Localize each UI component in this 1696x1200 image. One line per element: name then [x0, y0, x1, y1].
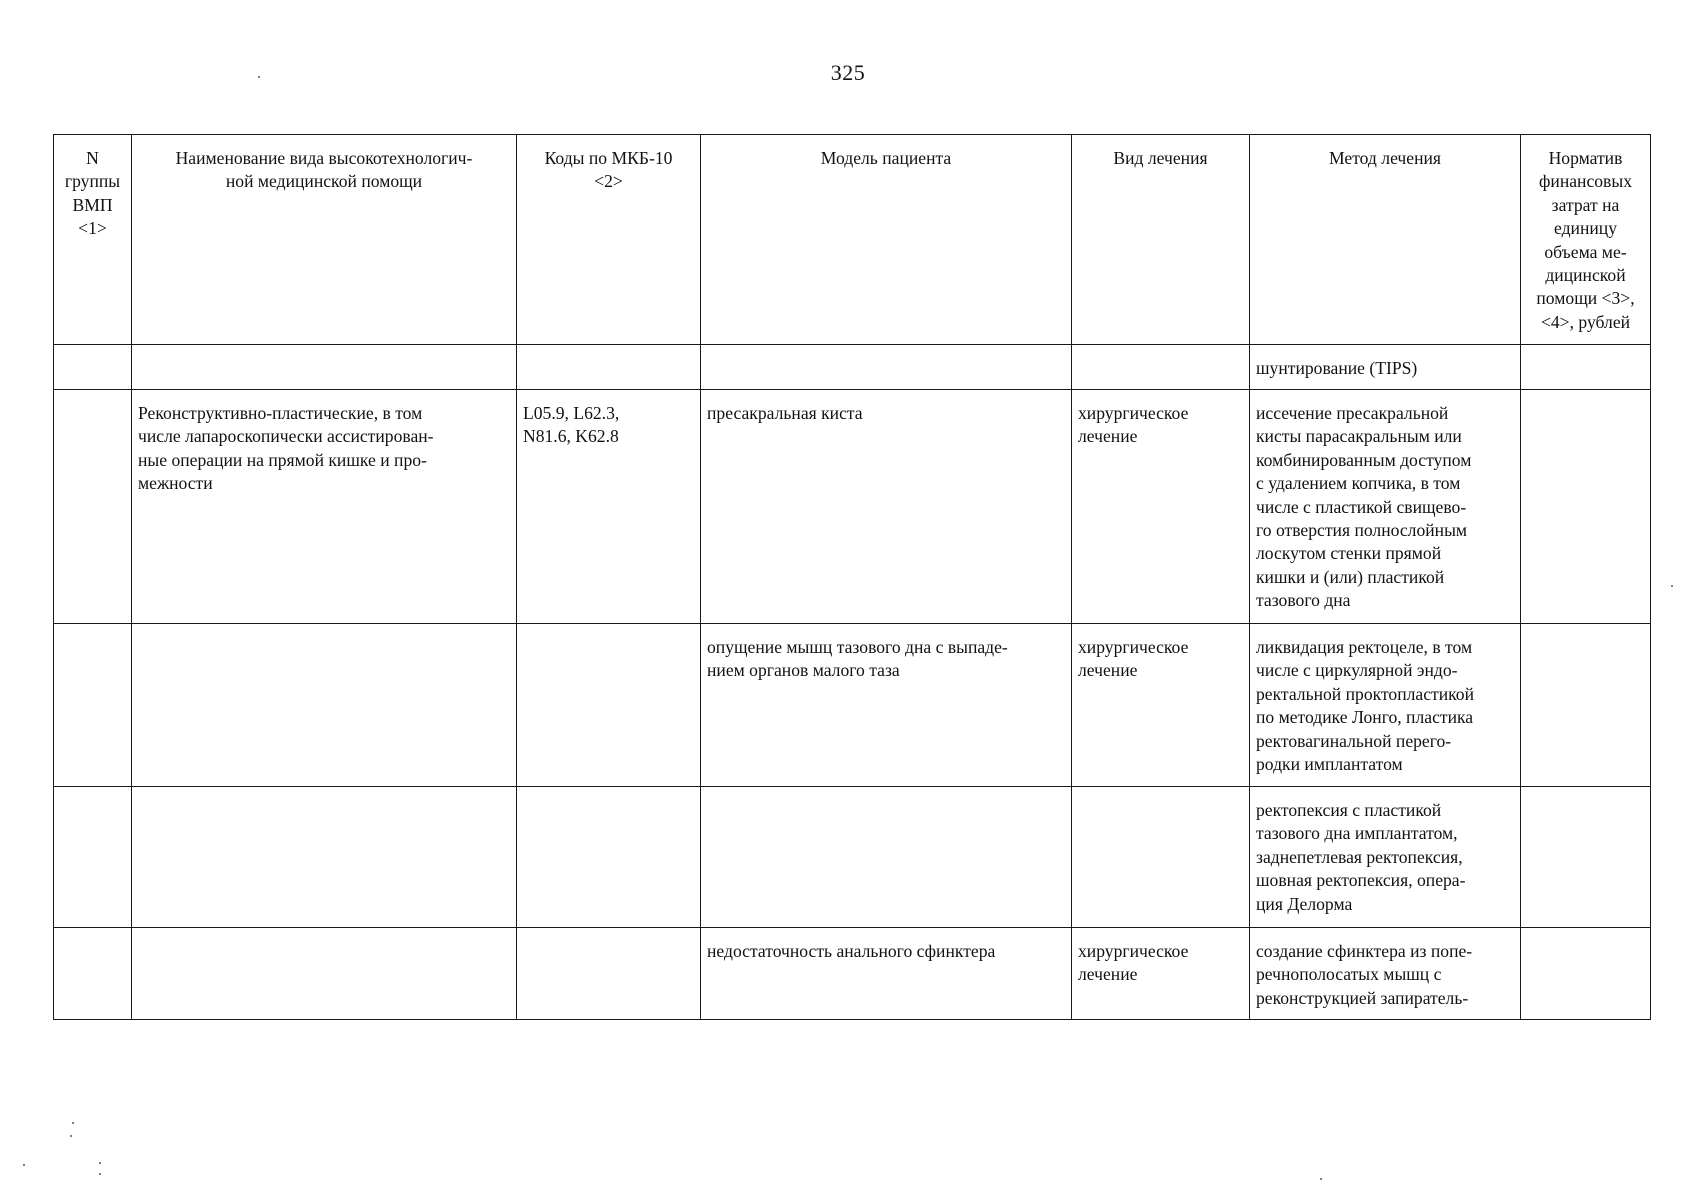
cell-icd10-codes: L05.9, L62.3, N81.6, K62.8: [517, 390, 701, 624]
header-patient-model: Модель пациента: [701, 135, 1072, 345]
table-row: [54, 624, 1651, 787]
scan-speck: [70, 1135, 72, 1137]
header-cost-norm: Норматив финансовых затрат на единицу объема ме- дицинской помощи <3>, <4>, рублей: [1521, 135, 1651, 345]
cell-care-type-name: [132, 345, 517, 390]
page-number: 325: [830, 60, 866, 85]
cell-treatment-type: хирургическое лечение: [1072, 390, 1250, 624]
scan-speck: [1671, 585, 1673, 587]
cell-treatment-method: создание сфинктера из попе- речнополосатых мышц с реконструкцией запиратель-: [1250, 928, 1521, 1020]
table-row: [54, 928, 1651, 1020]
header-treatment-method: Метод лечения: [1250, 135, 1521, 345]
table-row: [54, 345, 1651, 390]
cell-group-n: [54, 624, 132, 787]
cell-care-type-name: [132, 787, 517, 928]
cell-patient-model: недостаточность анального сфинктера: [701, 928, 1072, 1020]
scan-speck: [1320, 1178, 1322, 1180]
scan-speck: [23, 1164, 25, 1166]
cell-treatment-type: [1072, 345, 1250, 390]
cell-icd10-codes: [517, 345, 701, 390]
cell-patient-model: пресакральная киста: [701, 390, 1072, 624]
cell-treatment-method: ректопексия с пластикой тазового дна имплантатом, заднепетлевая ректопексия, шовная ректопексия, опера- ция Делорма: [1250, 787, 1521, 928]
cell-icd10-codes: [517, 928, 701, 1020]
cell-treatment-type: хирургическое лечение: [1072, 624, 1250, 787]
scan-speck: [258, 76, 260, 78]
cell-care-type-name: [132, 624, 517, 787]
cell-patient-model: [701, 345, 1072, 390]
scan-speck: [99, 1162, 101, 1164]
header-icd10-codes: Коды по МКБ-10 <2>: [517, 135, 701, 345]
table-header-row: [54, 135, 1651, 345]
table-row: [54, 390, 1651, 624]
cell-care-type-name: Реконструктивно-пластические, в том числе лапароскопически ассистирован- ные операции на прямой кишке и про- межности: [132, 390, 517, 624]
cell-cost-norm: [1521, 390, 1651, 624]
cell-cost-norm: [1521, 345, 1651, 390]
cell-group-n: [54, 928, 132, 1020]
cell-group-n: [54, 787, 132, 928]
cell-icd10-codes: [517, 787, 701, 928]
header-treatment-type: Вид лечения: [1072, 135, 1250, 345]
scan-speck: [72, 1122, 74, 1124]
scan-speck: [99, 1173, 101, 1175]
header-care-type-name: Наименование вида высокотехнологич- ной медицинской помощи: [132, 135, 517, 345]
cell-cost-norm: [1521, 928, 1651, 1020]
cell-cost-norm: [1521, 787, 1651, 928]
vmp-table: [53, 134, 1651, 1020]
cell-treatment-method: шунтирование (TIPS): [1250, 345, 1521, 390]
cell-icd10-codes: [517, 624, 701, 787]
cell-treatment-method: иссечение пресакральной кисты парасакральным или комбинированным доступом с удалением копчика, в том числе с пластикой свищево- го отверстия полнослойным лоскутом стенки прямой кишки и (или) пластикой тазового дна: [1250, 390, 1521, 624]
cell-patient-model: [701, 787, 1072, 928]
cell-patient-model: опущение мышц тазового дна с выпаде- нием органов малого таза: [701, 624, 1072, 787]
cell-care-type-name: [132, 928, 517, 1020]
header-group-n: N группы ВМП <1>: [54, 135, 132, 345]
cell-cost-norm: [1521, 624, 1651, 787]
cell-treatment-type: [1072, 787, 1250, 928]
cell-treatment-method: ликвидация ректоцеле, в том числе с циркулярной эндо- ректальной проктопластикой по методике Лонго, пластика ректовагинальной перего- родки имплантатом: [1250, 624, 1521, 787]
table-row: [54, 787, 1651, 928]
cell-group-n: [54, 390, 132, 624]
cell-group-n: [54, 345, 132, 390]
cell-treatment-type: хирургическое лечение: [1072, 928, 1250, 1020]
